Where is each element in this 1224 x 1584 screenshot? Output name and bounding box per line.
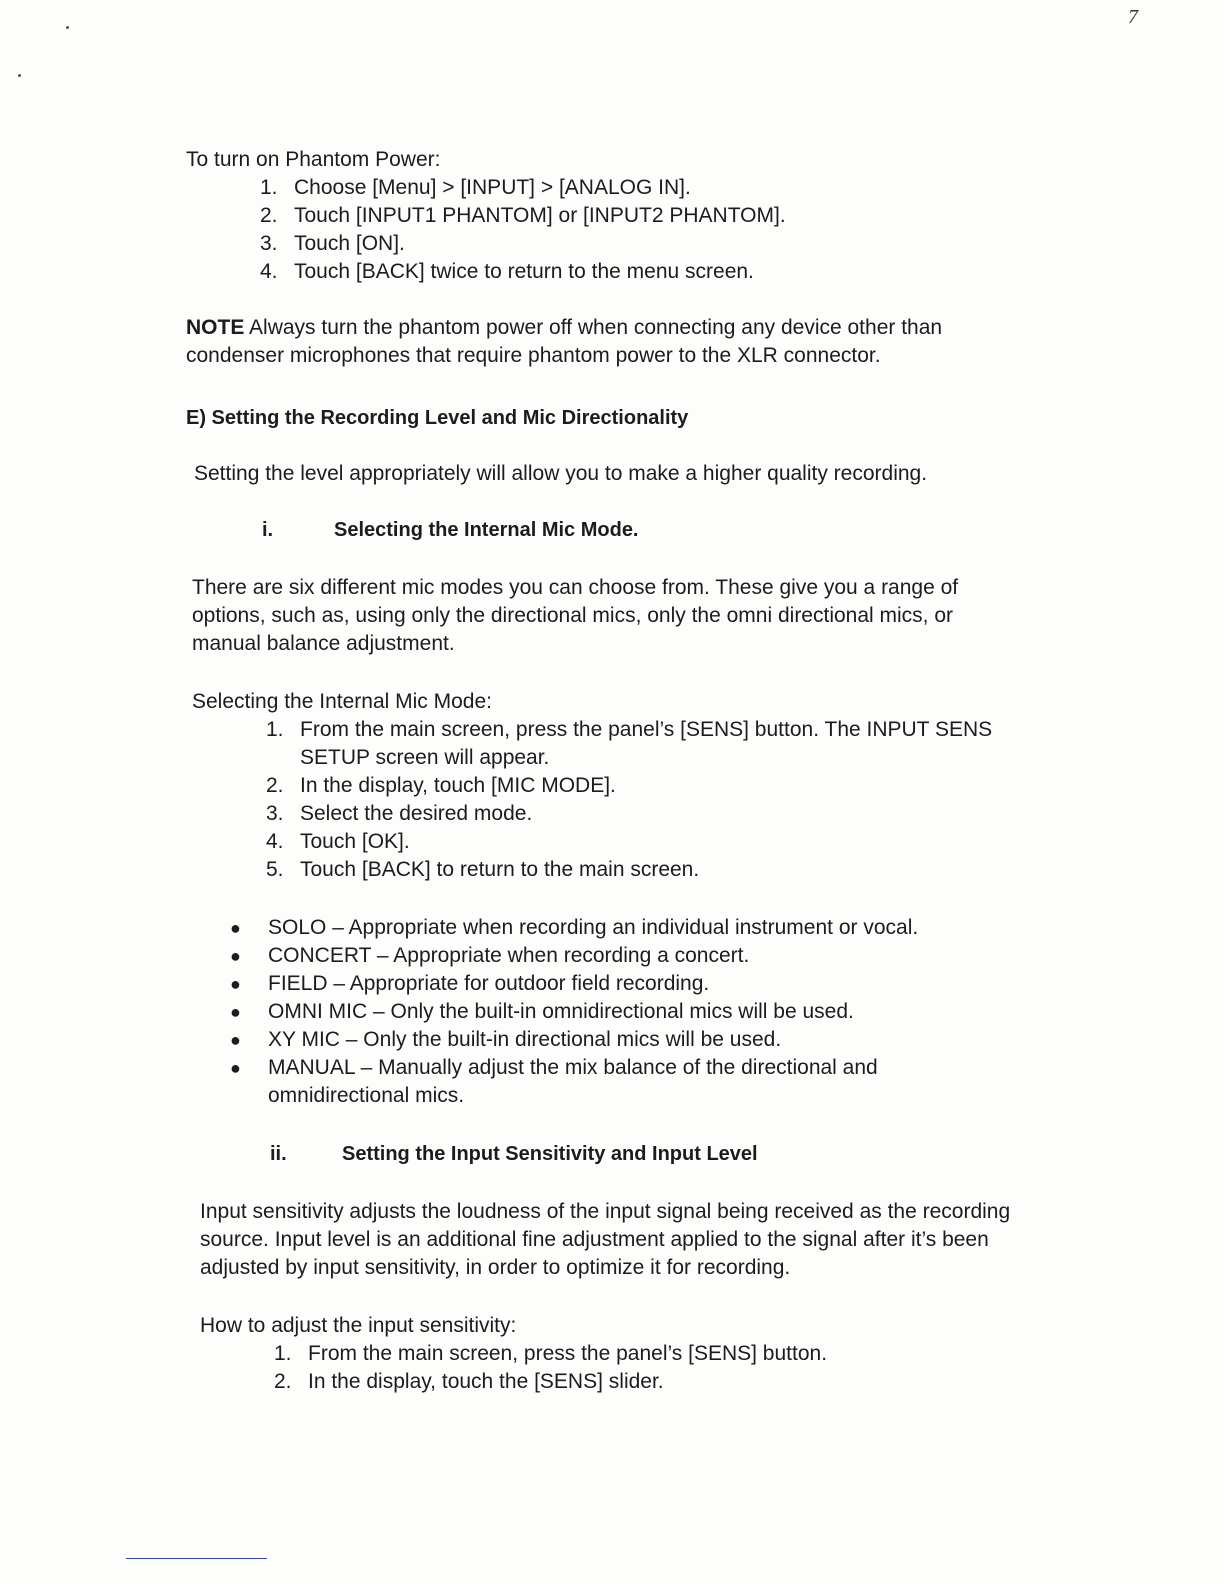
- step-number: 3.: [266, 802, 284, 825]
- list-item: [266, 800, 1026, 828]
- mic-mode-steps-intro: Selecting the Internal Mic Mode:: [192, 690, 492, 713]
- list-item: [230, 914, 970, 942]
- bullet-icon: ●: [230, 1058, 241, 1078]
- step-text: Touch [BACK] twice to return to the menu screen.: [294, 260, 754, 283]
- list-item: [274, 1368, 1026, 1396]
- mic-mode-list: [230, 914, 970, 1110]
- step-number: 4.: [260, 260, 278, 283]
- sensitivity-paragraph: Input sensitivity adjusts the loudness of the input signal being received as the recording source. Input level is an additional fine adjustment applied to the signal after it’s been adjusted by input sensitivity, in order to optimize it for recording.: [200, 1200, 1011, 1279]
- step-number: 4.: [266, 830, 284, 853]
- step-text: From the main screen, press the panel’s [SENS] button. The INPUT SENS SETUP screen will appear.: [300, 718, 993, 769]
- step-number: 2.: [260, 204, 278, 227]
- step-text: In the display, touch [MIC MODE].: [300, 774, 616, 797]
- step-text: Choose [Menu] > [INPUT] > [ANALOG IN].: [294, 176, 691, 199]
- roman-numeral: ii.: [270, 1143, 287, 1165]
- phantom-intro: To turn on Phantom Power:: [186, 148, 441, 171]
- list-item: [230, 1054, 970, 1110]
- footnote-rule: [126, 1558, 267, 1559]
- note-paragraph: [186, 314, 1026, 370]
- subsection-ii-heading: [270, 1140, 1026, 1168]
- mode-text: CONCERT – Appropriate when recording a concert.: [268, 944, 750, 967]
- list-item: [266, 716, 1026, 772]
- page-number: 7: [1128, 6, 1138, 28]
- step-number: 3.: [260, 232, 278, 255]
- subsection-i-heading: [262, 516, 1026, 544]
- mode-text: SOLO – Appropriate when recording an individual instrument or vocal.: [268, 916, 919, 939]
- sensitivity-steps-intro: How to adjust the input sensitivity:: [200, 1314, 517, 1337]
- heading-text: Setting the Input Sensitivity and Input Level: [342, 1143, 758, 1165]
- list-item: [230, 1026, 970, 1054]
- sensitivity-steps: [274, 1340, 1026, 1396]
- phantom-steps: [260, 174, 1026, 286]
- list-item: [260, 230, 1026, 258]
- list-item: [230, 998, 970, 1026]
- list-item: [260, 202, 1026, 230]
- mic-mode-steps: [266, 716, 1026, 884]
- bullet-icon: ●: [230, 1030, 241, 1050]
- section-e-heading: E) Setting the Recording Level and Mic Directionality: [186, 407, 689, 429]
- step-text: Touch [ON].: [294, 232, 405, 255]
- note-label: NOTE: [186, 316, 245, 339]
- list-item: [266, 772, 1026, 800]
- list-item: [260, 174, 1026, 202]
- mode-text: FIELD – Appropriate for outdoor field recording.: [268, 972, 710, 995]
- step-text: Touch [OK].: [300, 830, 410, 853]
- mode-text: MANUAL – Manually adjust the mix balance of the directional and omnidirectional mics.: [268, 1056, 878, 1107]
- scan-speck: [18, 74, 21, 77]
- bullet-icon: ●: [230, 1002, 241, 1022]
- step-text: Touch [BACK] to return to the main screen.: [300, 858, 700, 881]
- bullet-icon: ●: [230, 918, 241, 938]
- step-number: 2.: [266, 774, 284, 797]
- document-body: [186, 146, 1026, 1396]
- list-item: [230, 970, 970, 998]
- heading-text: Selecting the Internal Mic Mode.: [334, 519, 639, 541]
- step-number: 2.: [274, 1370, 292, 1393]
- roman-numeral: i.: [262, 519, 274, 541]
- list-item: [266, 856, 1026, 884]
- step-text: In the display, touch the [SENS] slider.: [308, 1370, 664, 1393]
- scan-speck: [66, 26, 69, 29]
- step-text: Touch [INPUT1 PHANTOM] or [INPUT2 PHANTOM].: [294, 204, 786, 227]
- note-text: Always turn the phantom power off when connecting any device other than condenser microphones that require phantom power to the XLR connector.: [186, 316, 943, 367]
- mode-text: XY MIC – Only the built-in directional mics will be used.: [268, 1028, 782, 1051]
- step-number: 1.: [260, 176, 278, 199]
- step-text: Select the desired mode.: [300, 802, 533, 825]
- mode-text: OMNI MIC – Only the built-in omnidirectional mics will be used.: [268, 1000, 854, 1023]
- bullet-icon: ●: [230, 946, 241, 966]
- list-item: [266, 828, 1026, 856]
- step-text: From the main screen, press the panel’s [SENS] button.: [308, 1342, 828, 1365]
- list-item: [274, 1340, 1026, 1368]
- step-number: 5.: [266, 858, 284, 881]
- bullet-icon: ●: [230, 974, 241, 994]
- step-number: 1.: [274, 1342, 292, 1365]
- mic-mode-paragraph: There are six different mic modes you can choose from. These give you a range of options, such as, using only the directional mics, only the omni directional mics, or manual balance adjustment.: [192, 576, 959, 655]
- section-e-intro: Setting the level appropriately will allow you to make a higher quality recording.: [194, 462, 928, 485]
- list-item: [260, 258, 1026, 286]
- list-item: [230, 942, 970, 970]
- step-number: 1.: [266, 718, 284, 741]
